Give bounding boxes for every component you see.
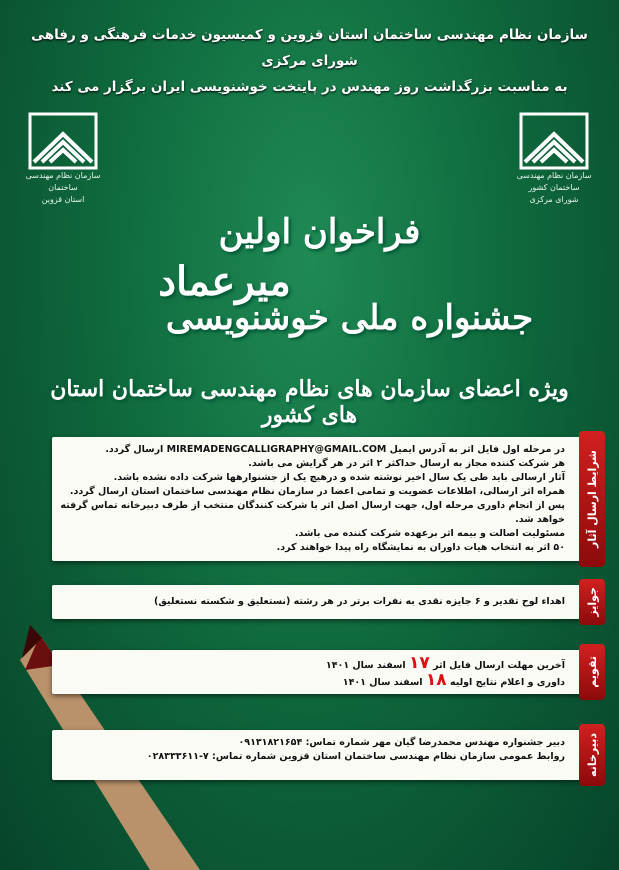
secretariat-line-2: روابط عمومی سازمان نظام مهندسی ساختمان استان قزوین شماره تماس: ۷-۰۲۸۳۳۳۶۱۱ — [146, 751, 565, 762]
secretariat-content — [52, 730, 601, 770]
calendar-row-deadline-day: ۱۷ — [409, 653, 430, 673]
prizes-text: اهداء لوح تقدیر و ۶ جایزه نقدی به نفرات برتر در هر رشته (نستعلیق و شکسته نستعلیق) — [154, 596, 565, 607]
secretariat-tab — [579, 724, 605, 786]
logo-right-caption-1: سازمان نظام مهندسی ساختمان کشور — [516, 171, 592, 192]
conditions-list — [52, 437, 601, 561]
prizes-tab — [579, 579, 605, 625]
secretariat-tab-label: دبیرخانه — [585, 733, 599, 777]
calendar-row-results-day: ۱۸ — [425, 670, 447, 690]
condition-item: مسئولیت اصالت و بیمه اثر برعهده شرکت کننده می باشد. — [294, 528, 565, 539]
calendar-box — [52, 650, 601, 694]
calendar-row-deadline-label: آخرین مهلت ارسال فایل اثر — [433, 660, 565, 671]
secretariat-line-1: دبیر جشنواره مهندس محمدرضا گیان مهر شماره تماس: ۰۹۱۳۱۸۲۱۶۵۴ — [238, 737, 565, 748]
title-line-3: جشنواره ملی خوشنویسی — [165, 298, 534, 338]
header-line-1: سازمان نظام مهندسی ساختمان استان قزوین و کمیسیون خدمات فرهنگی و رفاهی شورای مرکزی — [31, 27, 588, 69]
condition-item: ۵۰ اثر به انتخاب هیات داوران به نمایشگاه راه پیدا خواهند کرد. — [276, 542, 565, 553]
calendar-row-deadline — [60, 653, 565, 673]
subtitle: ویژه اعضای سازمان های نظام مهندسی ساختمان استان های کشور — [50, 376, 569, 428]
calendar-tab — [579, 644, 605, 700]
conditions-tab — [579, 431, 605, 567]
prizes-tab-label: جوایز — [585, 587, 599, 617]
condition-item: آثار ارسالی باید طی یک سال اخیر نوشته شده و درهیچ یک از جشنوارهها شرکت داده نشده باشد. — [113, 472, 565, 483]
calendar-row-results — [60, 670, 565, 690]
calendar-content — [52, 650, 601, 696]
header — [20, 22, 599, 100]
prizes-box — [52, 585, 601, 619]
building-logo-icon — [519, 112, 589, 170]
logo-left-caption-1: سازمان نظام مهندسی ساختمان — [25, 171, 101, 192]
secretariat-box — [52, 730, 601, 780]
condition-item: هر شرکت کننده مجاز به ارسال حداکثر ۲ اثر در هر گرایش می باشد. — [248, 458, 565, 469]
logo-right — [509, 112, 599, 206]
logo-left — [18, 112, 108, 206]
condition-item: همراه اثر ارسالی، اطلاعات عضویت و تمامی اعضا در سازمان نظام مهندسی ساختمان استان ارسال گردد. — [69, 486, 565, 497]
title-main: میرعماد — [158, 258, 291, 305]
logo-right-caption-2: شورای مرکزی — [529, 195, 579, 204]
calendar-tab-label: تقویم — [585, 656, 599, 688]
conditions-tab-label: شرایط ارسال آثار — [585, 450, 599, 548]
condition-item: پس از انجام داوری مرحله اول، جهت ارسال اصل اثر با شرکت کنندگان منتخب از طرف دبیرخانه تماس گرفته خواهد شد. — [60, 500, 565, 525]
logo-left-caption-2: استان قزوین — [41, 195, 85, 204]
conditions-box — [52, 437, 601, 561]
calendar-row-results-label: داوری و اعلام نتایج اولیه — [449, 677, 565, 688]
building-logo-icon — [28, 112, 98, 170]
calendar-row-deadline-date: اسفند سال ۱۴۰۱ — [325, 660, 406, 671]
header-line-2: به مناسبت بزرگداشت روز مهندس در پایتخت خوشنویسی ایران برگزار می کند — [51, 79, 568, 95]
title-line-1: فراخوان اولین — [218, 212, 421, 252]
condition-item: در مرحله اول فایل اثر به آدرس ایمیل MIREMADENGCALLIGRAPHY@GMAIL.COM ارسال گردد. — [105, 444, 565, 455]
calendar-row-results-date: اسفند سال ۱۴۰۱ — [342, 677, 423, 688]
